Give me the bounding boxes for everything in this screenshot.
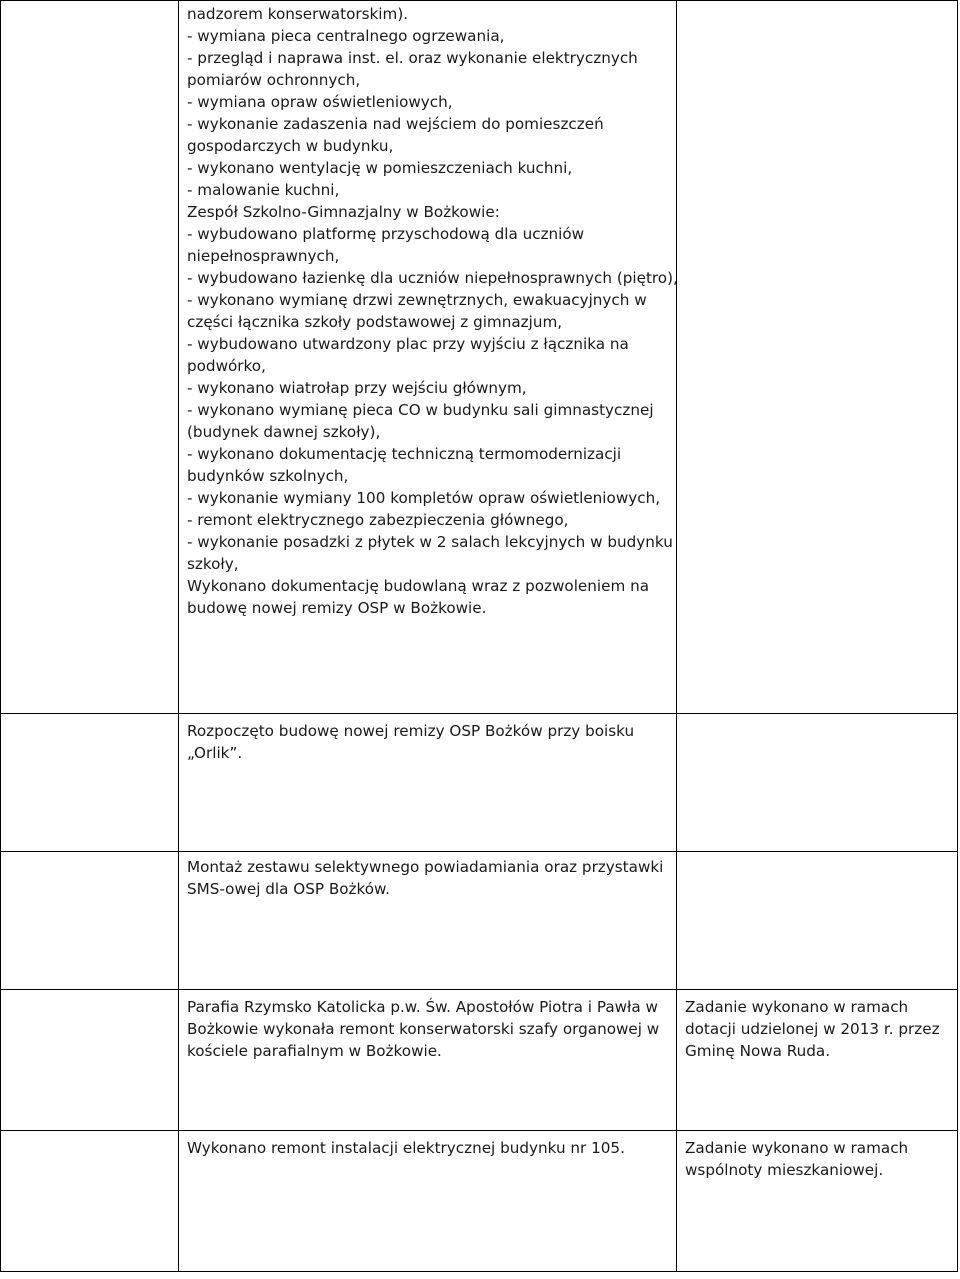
empty-cell [1, 1, 179, 714]
table-row [1, 990, 958, 1131]
text-line: - wykonano wiatrołap przy wejściu głównym, [187, 379, 527, 397]
text-line: Rozpoczęto budowę nowej remizy OSP Bożków przy boisku [187, 722, 635, 740]
text-line: kościele parafialnym w Bożkowie. [187, 1042, 442, 1060]
text-line: - wykonanie wymiany 100 kompletów opraw oświetleniowych, [187, 489, 661, 507]
text-line: budynków szkolnych, [187, 467, 349, 485]
text-line: gospodarczych w budynku, [187, 137, 394, 155]
table-row [1, 1131, 958, 1272]
text-line: wspólnoty mieszkaniowej. [685, 1161, 884, 1179]
empty-cell [1, 852, 179, 990]
text-line: Zadanie wykonano w ramach [685, 998, 909, 1016]
text-line: części łącznika szkoły podstawowej z gimnazjum, [187, 313, 563, 331]
notes-cell [677, 990, 958, 1131]
description-cell [179, 714, 677, 852]
text-line: Wykonano dokumentację budowlaną wraz z pozwoleniem na [187, 577, 650, 595]
table-row [1, 714, 958, 852]
text-line: - wykonano wymianę pieca CO w budynku sali gimnastycznej [187, 401, 654, 419]
text-line: - wykonanie zadaszenia nad wejściem do pomieszczeń [187, 115, 604, 133]
text-line: nadzorem konserwatorskim). [187, 5, 409, 23]
description-cell [179, 990, 677, 1131]
text-line: Zespół Szkolno-Gimnazjalny w Bożkowie: [187, 203, 500, 221]
text-line: szkoły, [187, 555, 239, 573]
text-line: - wykonanie posadzki z płytek w 2 salach lekcyjnych w budynku [187, 533, 673, 551]
text-line: - wymiana opraw oświetleniowych, [187, 93, 453, 111]
notes-cell [677, 714, 958, 852]
text-line: niepełnosprawnych, [187, 247, 340, 265]
text-line: budowę nowej remizy OSP w Bożkowie. [187, 599, 487, 617]
table-row [1, 852, 958, 990]
text-line: SMS-owej dla OSP Bożków. [187, 880, 390, 898]
empty-cell [1, 1131, 179, 1272]
text-line: - wykonano dokumentację techniczną termomodernizacji [187, 445, 622, 463]
description-text [179, 1131, 676, 1159]
table-row [1, 1, 958, 714]
description-cell [179, 852, 677, 990]
notes-text [677, 852, 957, 856]
notes-cell [677, 1, 958, 714]
text-line: - wybudowano utwardzony plac przy wyjściu z łącznika na [187, 335, 629, 353]
text-line: Parafia Rzymsko Katolicka p.w. Św. Apostołów Piotra i Pawła w [187, 998, 658, 1016]
empty-cell [1, 714, 179, 852]
text-line: - przegląd i naprawa inst. el. oraz wykonanie elektrycznych [187, 49, 638, 67]
description-text [179, 1, 676, 619]
text-line: - wybudowano łazienkę dla uczniów niepełnosprawnych (piętro), [187, 269, 678, 287]
notes-text [677, 1131, 957, 1181]
notes-cell [677, 852, 958, 990]
text-line: Wykonano remont instalacji elektrycznej budynku nr 105. [187, 1139, 625, 1157]
text-line: - wybudowano platformę przyschodową dla uczniów [187, 225, 585, 243]
description-cell [179, 1, 677, 714]
description-cell [179, 1131, 677, 1272]
text-line: Bożkowie wykonała remont konserwatorski szafy organowej w [187, 1020, 660, 1038]
text-line: Zadanie wykonano w ramach [685, 1139, 909, 1157]
text-line: Gminę Nowa Ruda. [685, 1042, 831, 1060]
notes-cell [677, 1131, 958, 1272]
text-line: - remont elektrycznego zabezpieczenia głównego, [187, 511, 569, 529]
description-text [179, 714, 676, 764]
description-text [179, 990, 676, 1062]
text-line: - wykonano wentylację w pomieszczeniach kuchni, [187, 159, 573, 177]
text-line: „Orlik”. [187, 744, 243, 762]
notes-text [677, 990, 957, 1062]
notes-text [677, 1, 957, 3]
text-line: dotacji udzielonej w 2013 r. przez [685, 1020, 940, 1038]
description-text [179, 852, 676, 900]
text-line: - wymiana pieca centralnego ogrzewania, [187, 27, 505, 45]
text-line: - wykonano wymianę drzwi zewnętrznych, ewakuacyjnych w [187, 291, 647, 309]
text-line: - malowanie kuchni, [187, 181, 340, 199]
text-line: Montaż zestawu selektywnego powiadamiania oraz przystawki [187, 858, 664, 876]
text-line: pomiarów ochronnych, [187, 71, 361, 89]
notes-text [677, 714, 957, 720]
empty-cell [1, 990, 179, 1131]
text-line: (budynek dawnej szkoły), [187, 423, 381, 441]
text-line: podwórko, [187, 357, 266, 375]
